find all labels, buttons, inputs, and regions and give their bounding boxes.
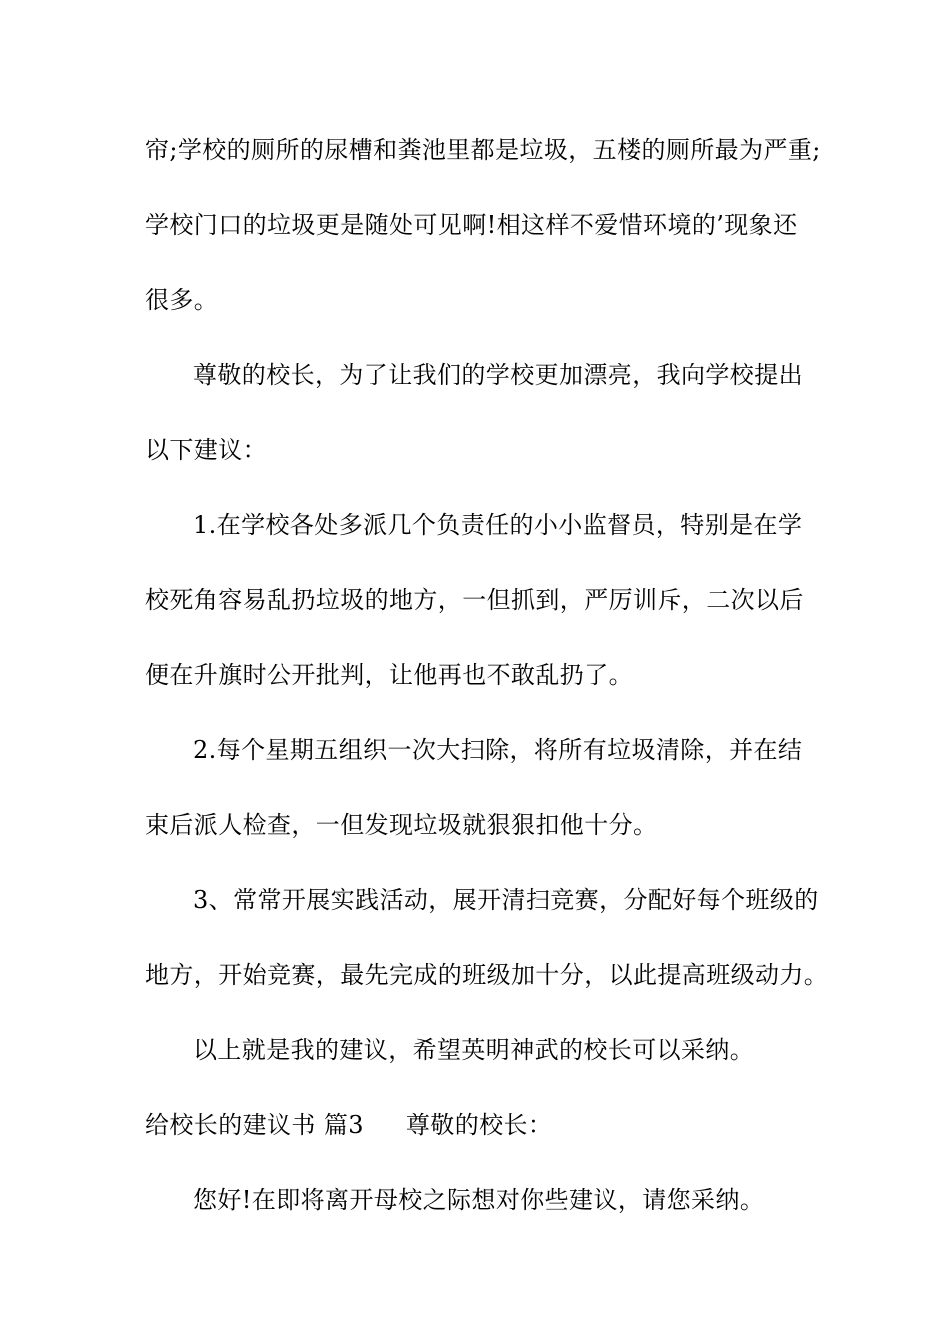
paragraph-line: 很多。 bbox=[145, 286, 219, 314]
section-heading-line bbox=[145, 1109, 552, 1141]
section-heading: 给校长的建议书 篇3 bbox=[145, 1111, 364, 1139]
list-item-line: 3、常常开展实践活动，展开清扫竞赛，分配好每个班级的 bbox=[193, 886, 819, 914]
list-item-line: 1.在学校各处多派几个负责任的小小监督员，特别是在学 bbox=[193, 511, 803, 539]
list-item-line: 束后派人检查，一但发现垃圾就狠狠扣他十分。 bbox=[145, 811, 658, 839]
list-item-line: 地方，开始竞赛，最先完成的班级加十分，以此提高班级动力。 bbox=[145, 961, 829, 989]
paragraph-line: 帘;学校的厕所的尿槽和粪池里都是垃圾，五楼的厕所最为严重; bbox=[145, 136, 821, 164]
salutation: 尊敬的校长： bbox=[405, 1111, 553, 1139]
paragraph-line: 尊敬的校长，为了让我们的学校更加漂亮，我向学校提出 bbox=[193, 361, 803, 389]
paragraph-line: 以上就是我的建议，希望英明神武的校长可以采纳。 bbox=[193, 1036, 755, 1064]
paragraph-line: 以下建议： bbox=[145, 436, 267, 464]
paragraph-line: 学校门口的垃圾更是随处可见啊!相这样不爱惜环境的’现象还 bbox=[145, 211, 798, 239]
list-item-line: 校死角容易乱扔垃圾的地方，一但抓到，严厉训斥，二次以后 bbox=[145, 586, 804, 614]
list-item-line: 便在升旗时公开批判，让他再也不敢乱扔了。 bbox=[145, 661, 633, 689]
list-item-line: 2.每个星期五组织一次大扫除，将所有垃圾清除，并在结 bbox=[193, 736, 803, 764]
paragraph-line: 您好!在即将离开母校之际想对你些建议，请您采纳。 bbox=[193, 1186, 765, 1214]
